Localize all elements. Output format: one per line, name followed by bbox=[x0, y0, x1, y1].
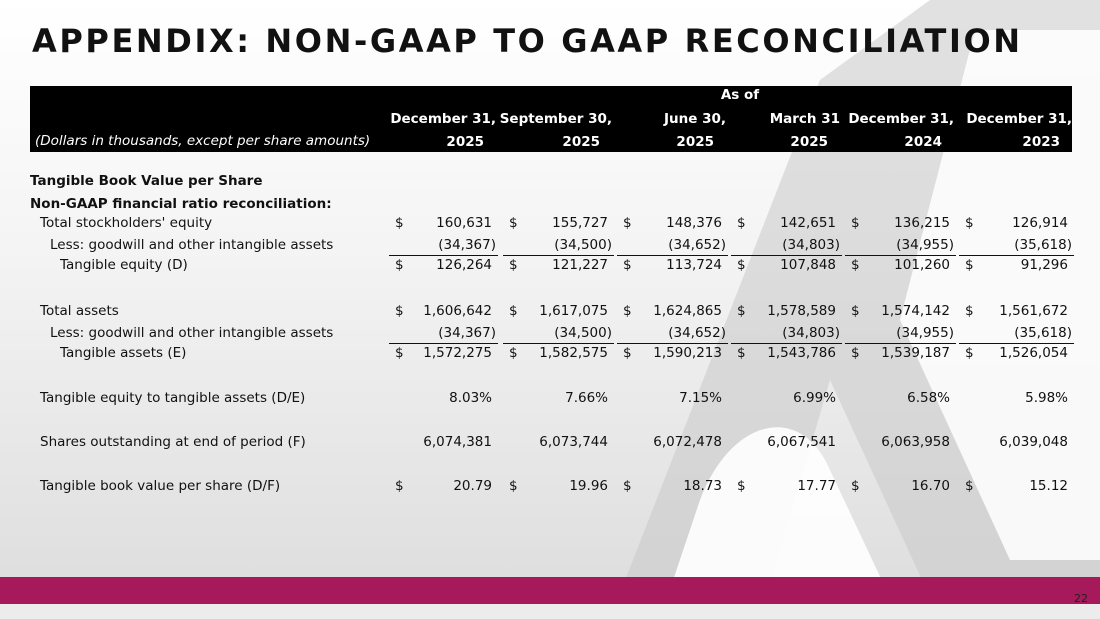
period-header-line1: December 31, bbox=[390, 111, 496, 127]
cell-value: 1,617,075 bbox=[539, 303, 608, 319]
cell-value: 17.77 bbox=[797, 478, 836, 494]
period-header-line2: 2025 bbox=[676, 134, 714, 150]
cell-value: 1,572,275 bbox=[423, 345, 492, 361]
cell-value: (34,500) bbox=[554, 325, 612, 341]
cell-value: 1,590,213 bbox=[653, 345, 722, 361]
cell-value: (35,618) bbox=[1014, 237, 1072, 253]
dollar-sign: $ bbox=[737, 215, 746, 231]
page-number: 22 bbox=[1074, 592, 1088, 605]
table-row bbox=[0, 301, 1100, 321]
dollar-sign: $ bbox=[395, 215, 404, 231]
dollar-sign: $ bbox=[737, 345, 746, 361]
cell-value: 7.66% bbox=[565, 390, 608, 406]
dollar-sign: $ bbox=[851, 345, 860, 361]
cell-value: 6,072,478 bbox=[653, 434, 722, 450]
cell-value: 7.15% bbox=[679, 390, 722, 406]
dollar-sign: $ bbox=[395, 345, 404, 361]
cell-value: 6.58% bbox=[907, 390, 950, 406]
period-header-line1: March 31 bbox=[769, 111, 840, 127]
footer-strip bbox=[0, 604, 1100, 619]
row-label: Tangible book value per share (D/F) bbox=[40, 478, 281, 494]
dollar-sign: $ bbox=[851, 478, 860, 494]
cell-value: 6,073,744 bbox=[539, 434, 608, 450]
cell-value: 148,376 bbox=[666, 215, 722, 231]
period-header-line2: 2024 bbox=[904, 134, 942, 150]
cell-value: 16.70 bbox=[911, 478, 950, 494]
period-header-line2: 2023 bbox=[1022, 134, 1060, 150]
table-row bbox=[0, 476, 1100, 496]
dollar-sign: $ bbox=[509, 215, 518, 231]
period-header-line1: June 30, bbox=[663, 111, 726, 127]
table-row bbox=[0, 213, 1100, 233]
dollar-sign: $ bbox=[395, 478, 404, 494]
cell-value: (34,955) bbox=[896, 237, 954, 253]
table-row bbox=[0, 235, 1100, 255]
period-header-line2: 2025 bbox=[790, 134, 828, 150]
row-label: Total assets bbox=[40, 303, 119, 319]
cell-value: 6,074,381 bbox=[423, 434, 492, 450]
dollar-sign: $ bbox=[965, 345, 974, 361]
dollar-sign: $ bbox=[623, 345, 632, 361]
cell-value: 20.79 bbox=[453, 478, 492, 494]
dollar-sign: $ bbox=[623, 303, 632, 319]
period-header-line1: December 31, bbox=[848, 111, 954, 127]
cell-value: (34,652) bbox=[668, 237, 726, 253]
dollar-sign: $ bbox=[965, 303, 974, 319]
dollar-sign: $ bbox=[509, 478, 518, 494]
cell-value: 1,624,865 bbox=[653, 303, 722, 319]
cell-value: 18.73 bbox=[683, 478, 722, 494]
dollar-sign: $ bbox=[509, 257, 518, 273]
table-row bbox=[0, 323, 1100, 343]
section-subtitle: Non-GAAP financial ratio reconciliation: bbox=[30, 196, 332, 212]
cell-value: 126,914 bbox=[1012, 215, 1068, 231]
cell-value: 1,539,187 bbox=[881, 345, 950, 361]
period-header-line1: December 31, bbox=[966, 111, 1072, 127]
dollar-sign: $ bbox=[737, 303, 746, 319]
dollar-sign: $ bbox=[965, 478, 974, 494]
cell-value: (34,367) bbox=[438, 325, 496, 341]
cell-value: 6,039,048 bbox=[999, 434, 1068, 450]
cell-value: (34,500) bbox=[554, 237, 612, 253]
dollar-sign: $ bbox=[965, 215, 974, 231]
period-header-line1: September 30, bbox=[499, 111, 612, 127]
table-row bbox=[0, 255, 1100, 275]
cell-value: 91,296 bbox=[1020, 257, 1068, 273]
dollar-sign: $ bbox=[395, 303, 404, 319]
as-of-label: As of bbox=[720, 87, 760, 103]
cell-value: 6,063,958 bbox=[881, 434, 950, 450]
row-label: Tangible equity (D) bbox=[60, 257, 188, 273]
dollar-sign: $ bbox=[509, 303, 518, 319]
section-title: Tangible Book Value per Share bbox=[30, 173, 263, 189]
units-label: (Dollars in thousands, except per share amounts) bbox=[35, 133, 371, 149]
row-label: Tangible assets (E) bbox=[60, 345, 187, 361]
dollar-sign: $ bbox=[623, 478, 632, 494]
cell-value: 126,264 bbox=[436, 257, 492, 273]
cell-value: (34,652) bbox=[668, 325, 726, 341]
cell-value: 1,578,589 bbox=[767, 303, 836, 319]
row-label: Less: goodwill and other intangible assets bbox=[50, 325, 334, 341]
cell-value: 136,215 bbox=[894, 215, 950, 231]
dollar-sign: $ bbox=[965, 257, 974, 273]
cell-value: (34,803) bbox=[782, 325, 840, 341]
cell-value: 1,561,672 bbox=[999, 303, 1068, 319]
period-header-line2: 2025 bbox=[562, 134, 600, 150]
cell-value: 5.98% bbox=[1025, 390, 1068, 406]
cell-value: (34,803) bbox=[782, 237, 840, 253]
cell-value: 6,067,541 bbox=[767, 434, 836, 450]
cell-value: 19.96 bbox=[569, 478, 608, 494]
dollar-sign: $ bbox=[851, 215, 860, 231]
table-header bbox=[30, 86, 1072, 152]
cell-value: 107,848 bbox=[780, 257, 836, 273]
dollar-sign: $ bbox=[509, 345, 518, 361]
cell-value: 121,227 bbox=[552, 257, 608, 273]
row-label: Tangible equity to tangible assets (D/E) bbox=[40, 390, 306, 406]
page-title: APPENDIX: NON-GAAP TO GAAP RECONCILIATION bbox=[32, 22, 1023, 60]
cell-value: 1,526,054 bbox=[999, 345, 1068, 361]
cell-value: 1,574,142 bbox=[881, 303, 950, 319]
cell-value: 15.12 bbox=[1029, 478, 1068, 494]
cell-value: 101,260 bbox=[894, 257, 950, 273]
cell-value: 6.99% bbox=[793, 390, 836, 406]
cell-value: 155,727 bbox=[552, 215, 608, 231]
cell-value: 160,631 bbox=[436, 215, 492, 231]
row-label: Shares outstanding at end of period (F) bbox=[40, 434, 306, 450]
dollar-sign: $ bbox=[623, 215, 632, 231]
dollar-sign: $ bbox=[623, 257, 632, 273]
cell-value: (34,955) bbox=[896, 325, 954, 341]
cell-value: 1,543,786 bbox=[767, 345, 836, 361]
table-row bbox=[0, 388, 1100, 408]
table-row bbox=[0, 432, 1100, 452]
dollar-sign: $ bbox=[737, 478, 746, 494]
cell-value: (34,367) bbox=[438, 237, 496, 253]
dollar-sign: $ bbox=[851, 257, 860, 273]
table-row bbox=[0, 343, 1100, 363]
row-label: Total stockholders' equity bbox=[40, 215, 213, 231]
dollar-sign: $ bbox=[737, 257, 746, 273]
row-label: Less: goodwill and other intangible assets bbox=[50, 237, 334, 253]
cell-value: 142,651 bbox=[780, 215, 836, 231]
dollar-sign: $ bbox=[395, 257, 404, 273]
cell-value: 8.03% bbox=[449, 390, 492, 406]
period-header-line2: 2025 bbox=[446, 134, 484, 150]
cell-value: (35,618) bbox=[1014, 325, 1072, 341]
cell-value: 113,724 bbox=[666, 257, 722, 273]
cell-value: 1,606,642 bbox=[423, 303, 492, 319]
cell-value: 1,582,575 bbox=[539, 345, 608, 361]
dollar-sign: $ bbox=[851, 303, 860, 319]
